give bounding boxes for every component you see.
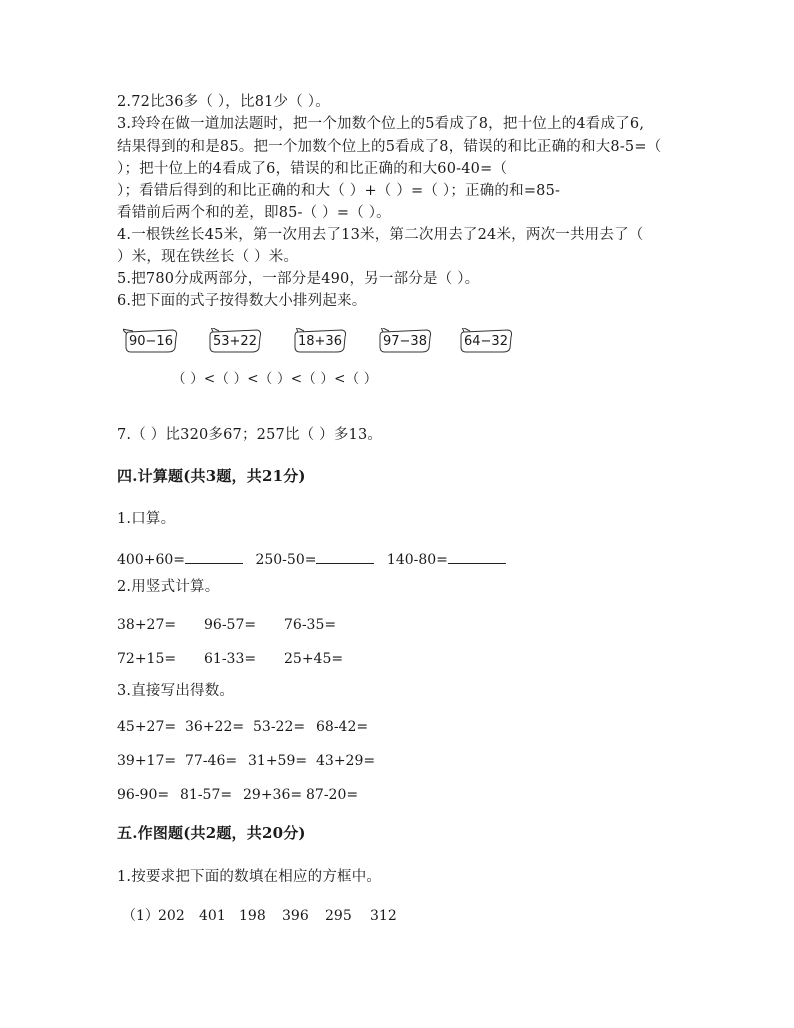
direct-answer-row	[117, 719, 368, 735]
direct-item: 39+17=	[117, 753, 177, 769]
vertical-item: 25+45=	[284, 651, 344, 667]
oral-calc-row	[117, 549, 514, 568]
drawing-question-1: 1.按要求把下面的数填在相应的方框中。	[117, 869, 382, 885]
oral-calc-title: 1.口算。	[117, 511, 176, 527]
section-4-title: 四.计算题(共3题，共21分)	[117, 467, 306, 485]
number-item: 198	[239, 908, 266, 924]
number-item: 401	[199, 908, 226, 924]
question-3-line-2: 结果得到的和是85。把一个加数个位上的5看成了8，错误的和比正确的和大8-5=（	[117, 139, 662, 155]
direct-item: 68-42=	[316, 719, 369, 735]
answer-blank[interactable]	[448, 549, 506, 564]
vertical-calc-row	[117, 617, 336, 633]
number-item: 202	[158, 908, 185, 924]
expression-text: 53+22	[213, 334, 257, 349]
vertical-item: 61-33=	[204, 651, 257, 667]
answer-blank[interactable]	[316, 549, 374, 564]
direct-answer-title: 3.直接写出得数。	[117, 683, 235, 699]
expression-bubble	[377, 328, 433, 354]
direct-item: 77-46=	[185, 753, 238, 769]
direct-item: 45+27=	[117, 719, 177, 735]
expression-bubble	[458, 328, 514, 354]
vertical-item: 76-35=	[284, 617, 337, 633]
direct-item: 36+22=	[185, 719, 245, 735]
direct-item: 87-20=	[306, 787, 359, 803]
number-item: 295	[325, 908, 352, 924]
number-list	[122, 905, 397, 925]
direct-item: 96-90=	[117, 787, 170, 803]
question-4-line-1: 4.一根铁丝长45米，第一次用去了13米，第二次用去了24米，两次一共用去了（	[117, 227, 644, 243]
order-line: （ ）<（ ）<（ ）<（ ）<（ ）	[172, 371, 378, 387]
question-5: 5.把780分成两部分，一部分是490，另一部分是（ ）。	[117, 271, 480, 287]
expression-text: 90−16	[129, 334, 173, 349]
vertical-item: 72+15=	[117, 651, 177, 667]
question-6: 6.把下面的式子按得数大小排列起来。	[117, 293, 367, 309]
oral-item: 400+60=	[117, 552, 185, 568]
section-5-title: 五.作图题(共2题，共20分)	[117, 824, 306, 842]
expression-text: 97−38	[383, 334, 427, 349]
expression-bubbles	[115, 322, 535, 362]
expression-bubble	[292, 328, 348, 354]
vertical-item: 38+27=	[117, 617, 177, 633]
expression-text: 64−32	[464, 334, 508, 349]
question-3-line-3: ）；把十位上的4看成了6，错误的和比正确的和大60-40=（	[117, 161, 508, 177]
question-3-line-1: 3.玲玲在做一道加法题时，把一个加数个位上的5看成了8，把十位上的4看成了6,	[117, 116, 645, 132]
direct-item: 29+36=	[243, 787, 303, 803]
item-label: （1）	[122, 908, 159, 924]
vertical-calc-title: 2.用竖式计算。	[117, 579, 220, 595]
direct-item: 81-57=	[180, 787, 233, 803]
oral-item: 140-80=	[386, 552, 448, 568]
expression-bubble	[207, 328, 263, 354]
direct-item: 31+59=	[248, 753, 308, 769]
direct-answer-row	[117, 787, 358, 803]
question-2: 2.72比36多（ ），比81少（ ）。	[117, 94, 330, 110]
answer-blank[interactable]	[185, 549, 243, 564]
direct-item: 43+29=	[316, 753, 376, 769]
question-3-line-5: 看错前后两个和的差，即85-（ ）=（ ）。	[117, 205, 391, 221]
question-3-line-4: ）；看错后得到的和比正确的和大（ ）+（ ）=（ ）；正确的和=85-	[117, 183, 561, 199]
number-item: 312	[370, 908, 397, 924]
question-4-line-2: ）米，现在铁丝长（ ）米。	[117, 249, 299, 265]
expression-text: 18+36	[298, 334, 342, 349]
direct-answer-row	[117, 753, 375, 769]
expression-bubble	[123, 328, 179, 354]
number-item: 396	[282, 908, 309, 924]
vertical-calc-row	[117, 651, 343, 667]
vertical-item: 96-57=	[204, 617, 257, 633]
direct-item: 53-22=	[253, 719, 306, 735]
oral-item: 250-50=	[255, 552, 317, 568]
question-7: 7.（ ）比320多67；257比（ ）多13。	[117, 427, 383, 443]
